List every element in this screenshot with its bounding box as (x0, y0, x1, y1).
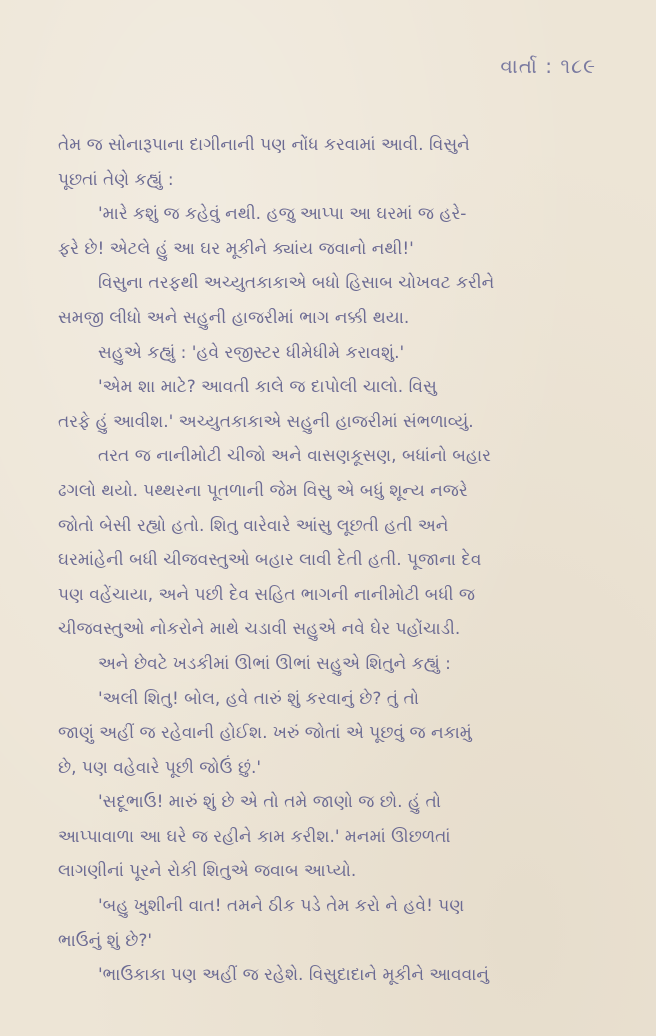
text-line: પૂછતાં તેણે કહ્યું : (58, 169, 174, 190)
paragraph (58, 370, 610, 439)
text-line: આપ્પાવાળા આ ઘરે જ રહીને કામ કરીશ.' મનમાં ઊછળતાં (58, 826, 451, 847)
paragraph (58, 197, 610, 266)
text-line: તેમ જ સોનારૂપાના દાગીનાની પણ નોંધ કરવામાં આવી. વિસુને (58, 135, 470, 155)
text-line: સહુએ કહ્યું : 'હવે રજીસ્ટર ધીમેધીમે કરાવશું.' (98, 342, 405, 363)
text-line: ભાઉનું શું છે?' (58, 930, 153, 951)
text-line: ચીજવસ્તુઓ નોકરોને માથે ચડાવી સહુએ નવે ઘેર પહોંચાડી. (58, 619, 461, 640)
text-line: 'બહુ ખુશીની વાત! તમને ઠીક પડે તેમ કરો ને હવે! પણ (98, 896, 465, 917)
text-line: ફરે છે! એટલે હું આ ઘર મૂકીને ક્યાંય જવાનો નથી!' (58, 238, 414, 259)
text-line: જાણું અહીં જ રહેવાની હોઈશ. ખરું જોતાં એ પૂછવું જ નકામું (58, 723, 472, 744)
text-line: વિસુના તરફથી અચ્યુતકાકાએ બધો હિસાબ ચોખવટ કરીને (98, 273, 495, 294)
text-line: 'સદૂભાઉ! મારું શું છે એ તો તમે જાણો જ છો. હું તો (98, 792, 441, 813)
text-line: ઢગલો થયો. પથ્થરના પૂતળાની જેમ વિસુ એ બધું શૂન્ય નજરે (58, 480, 468, 501)
paragraph (58, 439, 610, 647)
text-line: 'ભાઉકાકા પણ અહીં જ રહેશે. વિસુદાદાને મૂકીને આવવાનું (98, 965, 490, 986)
paragraph (58, 336, 610, 371)
text-line: પણ વહેંચાયા, અને પછી દેવ સહિત ભાગની નાનીમોટી બધી જ (58, 584, 475, 605)
paragraph (58, 785, 610, 889)
text-line: અને છેવટે ખડકીમાં ઊભાં ઊભાં સહુએ શિતુને કહ્યું : (98, 653, 451, 674)
text-line: જોતો બેસી રહ્યો હતો. શિતુ વારેવારે આંસુ લૂછતી હતી અને (58, 515, 449, 536)
paragraph (58, 682, 610, 786)
running-header: વાર્તા : ૧૮૯ (500, 54, 596, 78)
paragraph (58, 266, 610, 335)
text-line: તરત જ નાનીમોટી ચીજો અને વાસણકૂસણ, બધાંનો બહાર (98, 446, 491, 467)
text-line: 'મારે કશું જ કહેવું નથી. હજુ આપ્પા આ ઘરમાં જ હરે- (98, 204, 467, 225)
paragraph (58, 889, 610, 958)
paragraph (58, 128, 610, 197)
paragraph (58, 958, 610, 993)
body-text (58, 128, 610, 993)
text-line: 'અલી શિતુ! બોલ, હવે તારું શું કરવાનું છે? તું તો (98, 688, 419, 709)
text-line: છે, પણ વહેવારે પૂછી જોઉં છું.' (58, 757, 262, 778)
text-line: તરફે હું આવીશ.' અચ્યુતકાકાએ સહુની હાજરીમાં સંભળાવ્યું. (58, 411, 474, 432)
text-line: ઘરમાંહેની બધી ચીજવસ્તુઓ બહાર લાવી દેતી હતી. પૂજાના દેવ (58, 550, 482, 571)
text-line: લાગણીનાં પૂરને રોકી શિતુએ જવાબ આપ્યો. (58, 861, 357, 882)
paragraph (58, 647, 610, 682)
text-line: સમજી લીધો અને સહુની હાજરીમાં ભાગ નક્કી થયા. (58, 307, 410, 328)
text-line: 'એમ શા માટે? આવતી કાલે જ દાપોલી ચાલો. વિસુ (98, 377, 437, 398)
